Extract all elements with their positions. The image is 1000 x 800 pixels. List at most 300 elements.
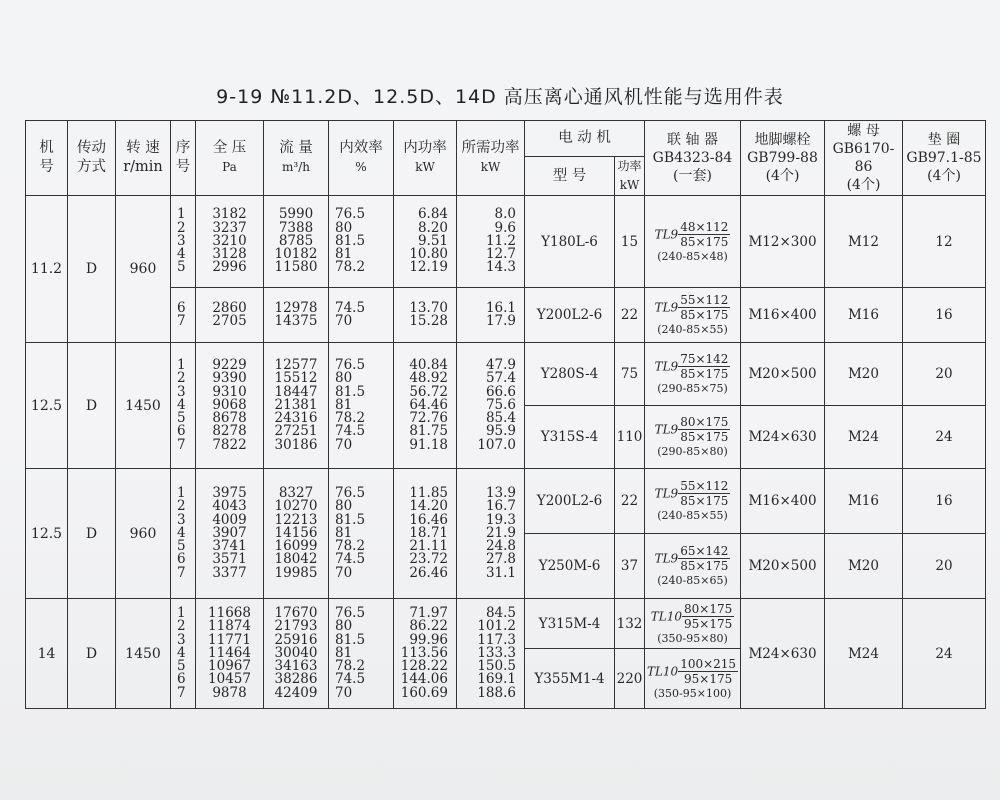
flow-list-value: 38286	[274, 671, 318, 688]
motor-model-cell: Y200L2-6	[525, 469, 615, 534]
flow-list-value: 42409	[274, 684, 318, 701]
flow-list-value: 24316	[274, 410, 318, 427]
seq-list-value: 1	[177, 605, 186, 622]
flow-list-value: 7388	[278, 219, 314, 236]
coupling-numerator: 80×175	[680, 415, 729, 429]
required-power-list-value: 85.4	[485, 410, 516, 427]
flow-list-value: 5990	[278, 206, 314, 223]
header-coupling: 联 轴 器 GB4323-84 (一套)	[645, 121, 741, 196]
pressure-list	[196, 343, 264, 469]
efficiency-list-value: 81	[335, 246, 353, 263]
required-power-list-value: 101.2	[477, 618, 516, 635]
motor-model-cell: Y280S-4	[525, 343, 615, 406]
nut-cell: M20	[825, 534, 903, 599]
internal-power-list-value: 6.84	[417, 206, 448, 223]
header-internal-power: 内功率 kW	[394, 121, 457, 196]
drive-cell: D	[68, 599, 116, 709]
internal-power-list	[394, 288, 457, 343]
motor-model-cell: Y180L-6	[525, 196, 615, 288]
seq-list-value: 2	[177, 370, 186, 387]
required-power-list-value: 16.7	[485, 498, 516, 515]
motor-power-cell: 22	[615, 469, 645, 534]
internal-power-list-value: 15.28	[409, 313, 448, 329]
seq-list-value: 5	[177, 538, 186, 555]
pressure-list-value: 9310	[212, 383, 247, 400]
internal-power-list-value: 160.69	[400, 684, 448, 701]
seq-list-value: 6	[177, 299, 186, 316]
efficiency-list-value: 74.5	[335, 423, 366, 440]
internal-power-list-value: 13.70	[409, 299, 448, 316]
required-power-list-value: 84.5	[485, 605, 516, 622]
efficiency-list-value: 78.2	[335, 259, 366, 276]
motor-model-cell: Y200L2-6	[525, 288, 615, 343]
efficiency-list-value: 80	[335, 498, 353, 515]
flow-list-value: 12577	[274, 357, 318, 374]
pressure-list-value: 7822	[212, 436, 247, 453]
flow-list-value: 34163	[274, 658, 318, 675]
motor-model-cell: Y315M-4	[525, 599, 615, 649]
required-power-list-value: 169.1	[477, 671, 516, 688]
header-seq: 序 号	[171, 121, 196, 196]
efficiency-list-value: 80	[335, 370, 353, 387]
pressure-list-value: 3571	[212, 551, 247, 568]
pressure-list	[196, 599, 264, 709]
flow-list-value: 18042	[274, 551, 318, 568]
pressure-list-value: 2860	[212, 299, 247, 316]
required-power-list	[457, 599, 525, 709]
efficiency-list	[329, 599, 394, 709]
bolt-cell: M20×500	[741, 534, 825, 599]
flow-list-value: 8785	[278, 232, 314, 249]
efficiency-list-value: 74.5	[335, 551, 366, 568]
flow-list	[264, 599, 329, 709]
efficiency-list-value: 81	[335, 644, 353, 661]
internal-power-list-value: 99.96	[409, 631, 448, 648]
coupling-numerator: 55×112	[680, 479, 729, 493]
coupling-denominator: 95×175	[684, 616, 733, 631]
coupling-spec: (350-95×100)	[653, 686, 732, 700]
motor-model-cell: Y315S-4	[525, 406, 615, 469]
coupling-denominator: 85×175	[680, 234, 729, 249]
pressure-list-value: 2705	[212, 313, 247, 329]
internal-power-list-value: 9.51	[417, 232, 448, 249]
seq-list-value: 5	[177, 658, 186, 675]
internal-power-list-value: 91.18	[409, 436, 448, 453]
fan-number-cell: 14	[26, 599, 68, 709]
efficiency-list	[329, 196, 394, 288]
required-power-list-value: 66.6	[485, 383, 516, 400]
flow-list-value: 12213	[274, 511, 318, 528]
fan-number-cell: 11.2	[26, 196, 68, 343]
required-power-list	[457, 469, 525, 599]
efficiency-list-value: 70	[335, 684, 353, 701]
required-power-list-value: 133.3	[477, 644, 516, 661]
coupling-spec: (240-85×65)	[657, 574, 728, 587]
flow-list	[264, 196, 329, 288]
bolt-cell: M20×500	[741, 343, 825, 406]
required-power-list-value: 16.1	[485, 299, 516, 316]
coupling-type: TL10	[650, 609, 682, 623]
pressure-list-value: 10967	[208, 658, 251, 675]
coupling-spec: (240-85×48)	[657, 249, 728, 263]
coupling-denominator: 85×175	[680, 494, 729, 508]
speed-cell: 960	[116, 196, 171, 343]
seq-list-value: 4	[177, 524, 186, 541]
coupling-fraction	[678, 657, 738, 686]
efficiency-list-value: 80	[335, 219, 353, 236]
pressure-list-value: 4043	[212, 498, 247, 515]
coupling-spec: (290-85×75)	[657, 382, 728, 395]
flow-list-value: 12978	[274, 299, 318, 316]
efficiency-list-value: 81.5	[335, 383, 366, 400]
washer-cell: 24	[903, 406, 986, 469]
fan-number-cell: 12.5	[26, 343, 68, 469]
required-power-list-value: 150.5	[477, 658, 516, 675]
pressure-list-value: 4009	[212, 511, 247, 528]
efficiency-list	[329, 469, 394, 599]
coupling-fraction	[678, 415, 730, 444]
header-motor: 电 动 机	[525, 121, 645, 157]
motor-power-cell: 75	[615, 343, 645, 406]
coupling-denominator: 85×175	[680, 559, 729, 573]
flow-list-value: 11580	[274, 259, 318, 276]
pressure-list-value: 2996	[212, 259, 247, 276]
coupling-spec: (240-85×55)	[657, 509, 728, 522]
flow-list-value: 18447	[274, 383, 318, 400]
internal-power-list-value: 14.20	[409, 498, 448, 515]
motor-power-cell: 37	[615, 534, 645, 599]
internal-power-list-value: 72.76	[409, 410, 448, 427]
coupling-cell	[645, 196, 741, 288]
drive-cell: D	[68, 469, 116, 599]
coupling-type: TL9	[654, 300, 679, 315]
pressure-list-value: 3907	[212, 524, 247, 541]
required-power-list	[457, 343, 525, 469]
pressure-list-value: 10457	[208, 671, 251, 688]
required-power-list-value: 9.6	[494, 219, 516, 236]
washer-cell: 24	[903, 599, 986, 709]
bolt-cell: M12×300	[741, 196, 825, 288]
washer-cell: 20	[903, 343, 986, 406]
seq-list-value: 6	[177, 671, 186, 688]
pressure-list-value: 8678	[212, 410, 247, 427]
internal-power-list-value: 23.72	[409, 551, 448, 568]
pressure-list-value: 8278	[212, 423, 247, 440]
nut-cell: M20	[825, 343, 903, 406]
coupling-cell	[645, 406, 741, 469]
required-power-list-value: 24.8	[485, 538, 516, 555]
efficiency-list-value: 76.5	[335, 206, 366, 223]
efficiency-list-value: 70	[335, 436, 353, 453]
flow-list-value: 15512	[274, 370, 318, 387]
seq-list-value: 2	[177, 219, 186, 236]
efficiency-list-value: 76.5	[335, 485, 366, 502]
internal-power-list-value: 11.85	[409, 485, 448, 502]
coupling-cell	[645, 288, 741, 343]
seq-list-value: 4	[177, 246, 186, 263]
coupling-denominator: 85×175	[680, 308, 729, 322]
coupling-numerator: 55×112	[680, 293, 729, 307]
efficiency-list-value: 80	[335, 618, 353, 635]
flow-list-value: 19985	[274, 564, 318, 581]
coupling-type: TL10	[646, 664, 679, 678]
internal-power-list-value: 56.72	[409, 383, 448, 400]
pressure-list-value: 11668	[208, 605, 251, 622]
efficiency-list-value: 76.5	[335, 357, 366, 374]
pressure-list-value: 3182	[212, 206, 247, 223]
required-power-list-value: 12.7	[485, 246, 516, 263]
seq-list-value: 3	[177, 631, 186, 648]
flow-list-value: 27251	[274, 423, 318, 440]
coupling-type: TL9	[654, 486, 679, 501]
table-body	[26, 196, 986, 709]
coupling-numerator: 65×142	[680, 544, 729, 558]
flow-list-value: 25916	[274, 631, 318, 648]
header-flow: 流 量 m³/h	[264, 121, 329, 196]
bolt-cell: M24×630	[741, 406, 825, 469]
seq-list-value: 3	[177, 232, 186, 249]
required-power-list-value: 75.6	[485, 396, 516, 413]
required-power-list-value: 107.0	[477, 436, 516, 453]
required-power-list-value: 13.9	[485, 485, 516, 502]
nut-cell: M24	[825, 406, 903, 469]
coupling-fraction	[678, 352, 730, 381]
motor-power-cell: 15	[615, 196, 645, 288]
pressure-list	[196, 196, 264, 288]
efficiency-list-value: 70	[335, 313, 353, 329]
motor-power-cell: 132	[615, 599, 645, 649]
seq-list	[171, 599, 196, 709]
pressure-list-value: 9878	[212, 684, 247, 701]
internal-power-list	[394, 343, 457, 469]
seq-list-value: 3	[177, 511, 186, 528]
pressure-list-value: 9390	[212, 370, 247, 387]
washer-cell: 16	[903, 469, 986, 534]
pressure-list-value: 3377	[212, 564, 247, 581]
flow-list-value: 21793	[274, 618, 318, 635]
pressure-list-value: 9229	[212, 357, 247, 374]
internal-power-list-value: 18.71	[409, 524, 448, 541]
required-power-list-value: 17.9	[485, 313, 516, 329]
internal-power-list-value: 86.22	[409, 618, 448, 635]
drive-cell: D	[68, 196, 116, 343]
pressure-list-value: 11464	[208, 644, 251, 661]
table-row	[26, 469, 986, 534]
motor-model-cell: Y250M-6	[525, 534, 615, 599]
seq-list	[171, 288, 196, 343]
seq-list-value: 2	[177, 498, 186, 515]
required-power-list-value: 27.8	[485, 551, 516, 568]
internal-power-list-value: 71.97	[409, 605, 448, 622]
seq-list-value: 3	[177, 383, 186, 400]
motor-power-cell: 220	[615, 649, 645, 709]
efficiency-list-value: 81.5	[335, 232, 366, 249]
coupling-spec: (240-85×55)	[657, 323, 728, 336]
efficiency-list-value: 78.2	[335, 538, 366, 555]
seq-list-value: 2	[177, 618, 186, 635]
flow-list	[264, 469, 329, 599]
motor-power-cell: 110	[615, 406, 645, 469]
coupling-cell	[645, 469, 741, 534]
efficiency-list-value: 76.5	[335, 605, 366, 622]
flow-list-value: 30186	[274, 436, 318, 453]
header-efficiency: 内效率 %	[329, 121, 394, 196]
pressure-list-value: 11874	[208, 618, 251, 635]
internal-power-list	[394, 196, 457, 288]
nut-cell: M16	[825, 469, 903, 534]
header-speed: 转 速 r/min	[116, 121, 171, 196]
required-power-list	[457, 288, 525, 343]
seq-list-value: 5	[177, 410, 186, 427]
required-power-list-value: 21.9	[485, 524, 516, 541]
speed-cell: 1450	[116, 599, 171, 709]
required-power-list-value: 14.3	[485, 259, 516, 276]
seq-list-value: 6	[177, 423, 186, 440]
required-power-list-value: 31.1	[485, 564, 516, 581]
seq-list-value: 7	[177, 564, 186, 581]
efficiency-list	[329, 288, 394, 343]
header-motor-power: 功率 kW	[615, 157, 645, 196]
coupling-fraction	[682, 602, 734, 631]
flow-list-value: 8327	[278, 485, 314, 502]
header-pressure: 全 压 Pa	[196, 121, 264, 196]
motor-power-cell: 22	[615, 288, 645, 343]
pressure-list	[196, 469, 264, 599]
required-power-list-value: 11.2	[485, 232, 516, 249]
nut-cell: M16	[825, 288, 903, 343]
coupling-cell	[645, 534, 741, 599]
coupling-numerator: 100×215	[680, 656, 737, 671]
internal-power-list-value: 81.75	[409, 423, 448, 440]
coupling-denominator: 95×175	[684, 671, 733, 686]
pressure-list-value: 3128	[212, 246, 247, 263]
efficiency-list-value: 81	[335, 524, 353, 541]
header-drive: 传动 方式	[68, 121, 116, 196]
coupling-numerator: 75×142	[680, 352, 729, 366]
coupling-type: TL9	[654, 227, 679, 241]
flow-list-value: 16099	[274, 538, 318, 555]
coupling-cell	[645, 649, 741, 709]
coupling-fraction	[678, 544, 730, 573]
table-row	[26, 343, 986, 406]
coupling-spec: (350-95×80)	[657, 631, 728, 645]
flow-list-value: 14156	[274, 524, 318, 541]
flow-list-value: 10182	[274, 246, 318, 263]
internal-power-list-value: 21.11	[409, 538, 448, 555]
page-title: 9-19 №11.2D、12.5D、14D 高压离心通风机性能与选用件表	[216, 86, 784, 108]
seq-list-value: 7	[177, 684, 186, 701]
internal-power-list-value: 10.80	[409, 246, 448, 263]
efficiency-list-value: 70	[335, 564, 353, 581]
coupling-numerator: 80×175	[684, 601, 733, 616]
coupling-denominator: 85×175	[680, 367, 729, 381]
flow-list-value: 14375	[274, 313, 318, 329]
coupling-spec: (290-85×80)	[657, 445, 728, 458]
seq-list-value: 4	[177, 644, 186, 661]
motor-model-cell: Y355M1-4	[525, 649, 615, 709]
bolt-cell: M24×630	[741, 599, 825, 709]
coupling-fraction	[678, 220, 730, 249]
fan-number-cell: 12.5	[26, 469, 68, 599]
seq-list-value: 7	[177, 313, 186, 329]
coupling-denominator: 85×175	[680, 430, 729, 444]
pressure-list-value: 11771	[208, 631, 251, 648]
flow-list-value: 21381	[274, 396, 318, 413]
required-power-list-value: 95.9	[485, 423, 516, 440]
seq-list-value: 1	[177, 206, 186, 223]
efficiency-list-value: 74.5	[335, 299, 366, 316]
flow-list-value: 10270	[274, 498, 318, 515]
efficiency-list-value: 81.5	[335, 631, 366, 648]
table-row	[26, 196, 986, 288]
flow-list	[264, 343, 329, 469]
internal-power-list-value: 8.20	[417, 219, 448, 236]
drive-cell: D	[68, 343, 116, 469]
efficiency-list-value: 78.2	[335, 658, 366, 675]
seq-list-value: 4	[177, 396, 186, 413]
seq-list-value: 6	[177, 551, 186, 568]
required-power-list-value: 117.3	[477, 631, 516, 648]
internal-power-list-value: 128.22	[400, 658, 448, 675]
required-power-list-value: 188.6	[477, 684, 516, 701]
internal-power-list-value: 144.06	[400, 671, 448, 688]
internal-power-list-value: 12.19	[409, 259, 448, 276]
flow-list-value: 17670	[274, 605, 318, 622]
header-bolt: 地脚螺栓 GB799-88 (4个)	[741, 121, 825, 196]
nut-cell: M12	[825, 196, 903, 288]
speed-cell: 960	[116, 469, 171, 599]
internal-power-list-value: 64.46	[409, 396, 448, 413]
coupling-numerator: 48×112	[680, 219, 729, 234]
required-power-list	[457, 196, 525, 288]
washer-cell: 16	[903, 288, 986, 343]
seq-list-value: 5	[177, 259, 186, 276]
efficiency-list-value: 81.5	[335, 511, 366, 528]
header-jihao: 机 号	[26, 121, 68, 196]
coupling-type: TL9	[654, 422, 679, 437]
required-power-list-value: 57.4	[485, 370, 516, 387]
fan-performance-table	[25, 120, 986, 709]
header-motor-model: 型 号	[525, 157, 615, 196]
coupling-type: TL9	[654, 359, 679, 374]
internal-power-list-value: 26.46	[409, 564, 448, 581]
internal-power-list	[394, 599, 457, 709]
efficiency-list-value: 74.5	[335, 671, 366, 688]
header-nut: 螺 母 GB6170-86 (4个)	[825, 121, 903, 196]
pressure-list-value: 3210	[212, 232, 247, 249]
required-power-list-value: 19.3	[485, 511, 516, 528]
washer-cell: 12	[903, 196, 986, 288]
washer-cell: 20	[903, 534, 986, 599]
seq-list-value: 7	[177, 436, 186, 453]
coupling-cell	[645, 343, 741, 406]
efficiency-list	[329, 343, 394, 469]
bolt-cell: M16×400	[741, 288, 825, 343]
seq-list	[171, 196, 196, 288]
flow-list-value: 30040	[274, 644, 318, 661]
header-washer: 垫 圈 GB97.1-85 (4个)	[903, 121, 986, 196]
seq-list	[171, 469, 196, 599]
speed-cell: 1450	[116, 343, 171, 469]
nut-cell: M24	[825, 599, 903, 709]
internal-power-list-value: 113.56	[400, 644, 448, 661]
coupling-fraction	[678, 293, 730, 322]
table-row	[26, 599, 986, 649]
internal-power-list-value: 40.84	[409, 357, 448, 374]
efficiency-list-value: 81	[335, 396, 353, 413]
header-required-power: 所需功率 kW	[457, 121, 525, 196]
coupling-fraction	[678, 479, 730, 508]
